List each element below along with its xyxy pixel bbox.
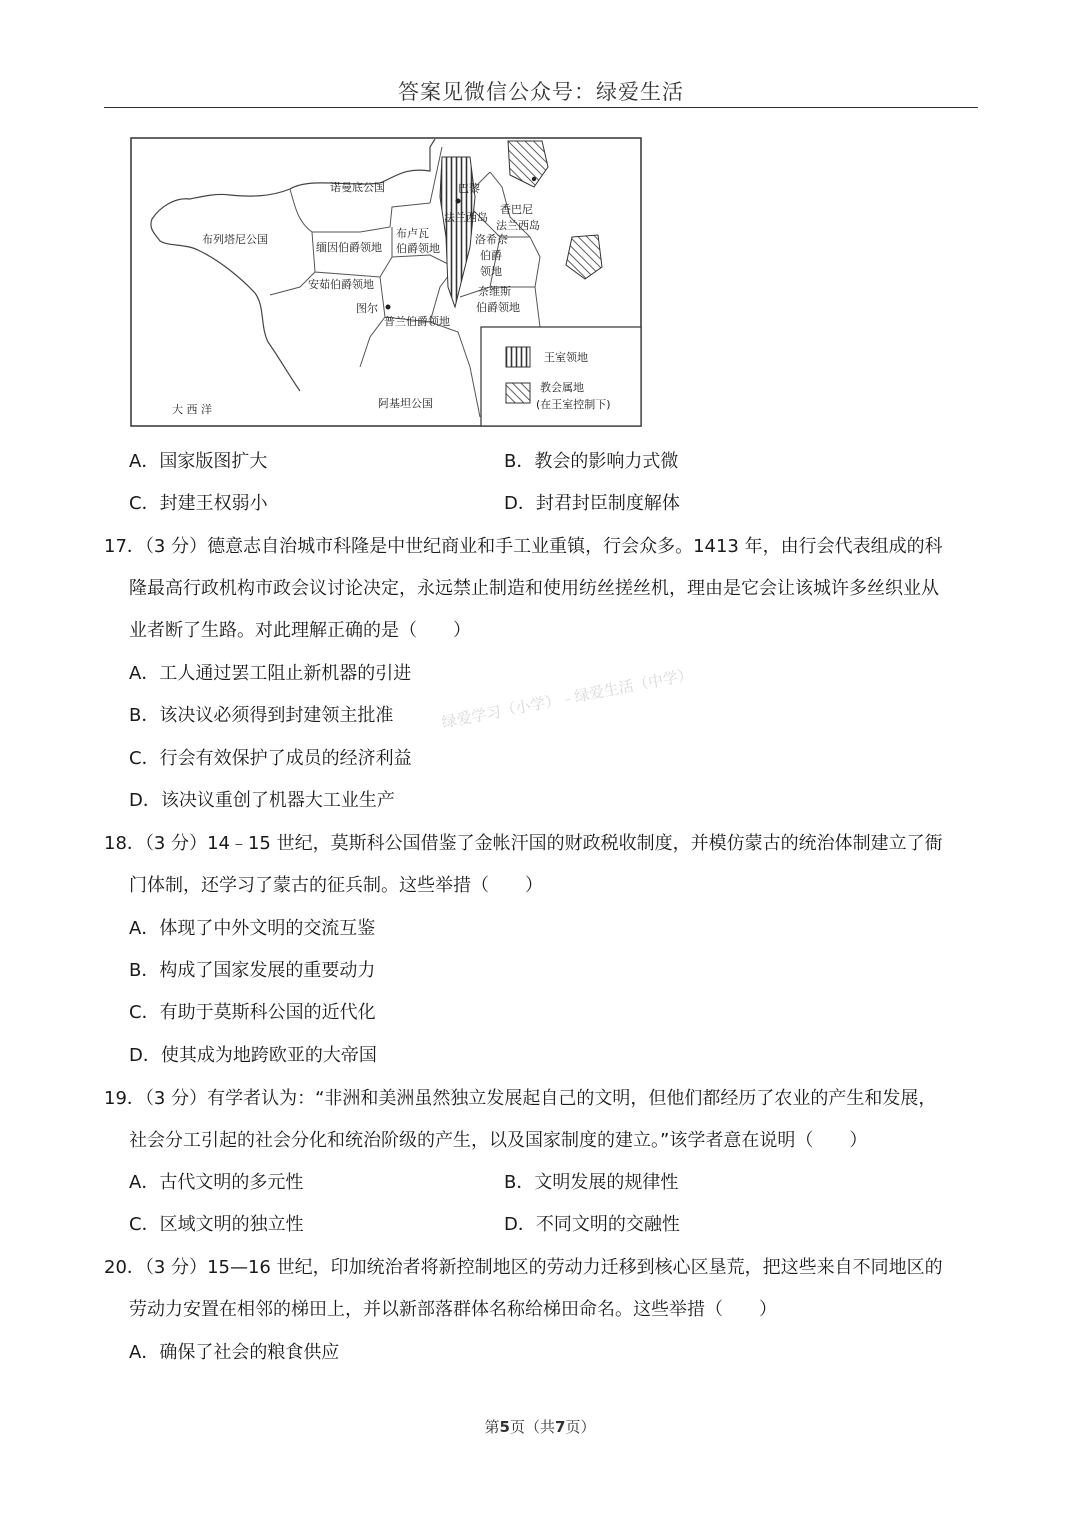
q18-option-c: C．有助于莫斯科公国的近代化 [129,1002,376,1023]
label-blois: 布卢瓦 [396,227,429,240]
page-footer [0,1416,1080,1437]
q19-option-b: B．文明发展的规律性 [504,1172,679,1193]
label-aquitaine: 阿基坦公国 [378,397,433,410]
q17-option-b: B．该决议必须得到封建领主批准 [129,705,394,726]
q17-stem-3: 业者断了生路。对此理解正确的是（ ） [129,620,471,641]
footer-pre: 第 [484,1418,500,1436]
label-nevers-1: 奈维斯 [478,285,511,298]
q17-option-c: C．行会有效保护了成员的经济利益 [129,748,412,769]
q16-option-d: D．封君封臣制度解体 [504,493,680,514]
q17-stem-1: 17．（3 分）德意志自治城市科隆是中世纪商业和手工业重镇，行会众多。1413 年，由行会代表组成的科 [104,536,943,557]
q16-option-c: C．封建王权弱小 [129,493,268,514]
q17-stem-2: 隆最高行政机构市政会议讨论决定，永远禁止制造和使用纺丝搓丝机，理由是它会让该城许多丝织业从 [129,578,939,599]
q18-stem-2: 门体制，还学习了蒙古的征兵制。这些举措（ ） [129,875,543,896]
label-champagne-1: 香巴尼 [500,203,533,216]
label-maine: 缅因伯爵领地 [316,241,382,254]
q18-option-a: A．体现了中外文明的交流互鉴 [129,918,376,939]
label-brittany: 布列塔尼公国 [202,233,268,246]
label-anjou: 安茹伯爵领地 [308,278,374,291]
east-dot [532,177,536,181]
header-rule [104,107,978,108]
legend-church-swatch [506,383,530,403]
label-ile-de-france: 法兰西岛 [444,211,488,224]
label-paris: 巴黎 [458,182,480,195]
footer-post: 页） [565,1418,596,1436]
q19-stem-2: 社会分工引起的社会分化和统治阶级的产生，以及国家制度的建立。”该学者意在说明（ ） [129,1130,868,1151]
label-troyes-2: 伯爵 [480,249,502,262]
q18-stem-1: 18．（3 分）14﹣15 世纪，莫斯科公国借鉴了金帐汗国的财政税收制度，并模仿蒙古的统治体制建立了衙 [104,833,943,854]
label-champagne-2: 法兰西岛 [496,219,540,232]
q19-stem-1: 19．（3 分）有学者认为：“非洲和美洲虽然独立发展起自己的文明，但他们都经历了农业的产生和发展， [104,1088,937,1109]
label-atlantic: 大 西 洋 [172,403,212,416]
q20-option-a: A．确保了社会的粮食供应 [129,1342,340,1363]
footer-mid: 页（共 [509,1418,555,1436]
footer-page-number: 5 [499,1418,510,1436]
legend-box [481,327,641,426]
label-troyes-3: 领地 [480,265,502,278]
label-normandy: 诺曼底公国 [330,181,385,194]
q19-option-d: D．不同文明的交融性 [504,1214,680,1235]
label-nevers-2: 伯爵领地 [476,301,520,314]
page-header: 答案见微信公众号：绿爱生活 [398,80,684,104]
label-troyes-1: 洛希奈 [475,233,508,246]
q18-option-b: B．构成了国家发展的重要动力 [129,960,376,981]
label-tours: 图尔 [356,302,378,315]
label-poitou: 普兰伯爵领地 [384,315,450,328]
q19-option-a: A．古代文明的多元性 [129,1172,304,1193]
legend-royal-label: 王室领地 [544,351,588,364]
legend-church-note: (在王室控制下) [536,398,611,411]
q16-option-b: B．教会的影响力式微 [504,451,679,472]
q19-option-c: C．区域文明的独立性 [129,1214,304,1235]
tours-dot [386,305,391,310]
q20-stem-2: 劳动力安置在相邻的梯田上，并以新部落群体名称给梯田命名。这些举措（ ） [129,1299,777,1320]
q20-stem-1: 20．（3 分）15—16 世纪，印加统治者将新控制地区的劳动力迁移到核心区垦荒，把这些来自不同地区的 [104,1257,943,1278]
legend-royal-swatch [506,347,530,367]
france-feudal-map [130,137,642,427]
legend-church-label: 教会属地 [540,381,584,394]
label-blois-2: 伯爵领地 [396,242,440,255]
q17-option-a: A．工人通过罢工阻止新机器的引进 [129,663,412,684]
q17-option-d: D．该决议重创了机器大工业生产 [129,790,395,811]
q18-option-d: D．使其成为地跨欧亚的大帝国 [129,1045,377,1066]
footer-total-pages: 7 [555,1418,566,1436]
q16-option-a: A．国家版图扩大 [129,451,268,472]
paris-dot [456,199,461,204]
watermark: 绿爱学习（小学）﹣绿爱生活（中学） [440,665,695,732]
